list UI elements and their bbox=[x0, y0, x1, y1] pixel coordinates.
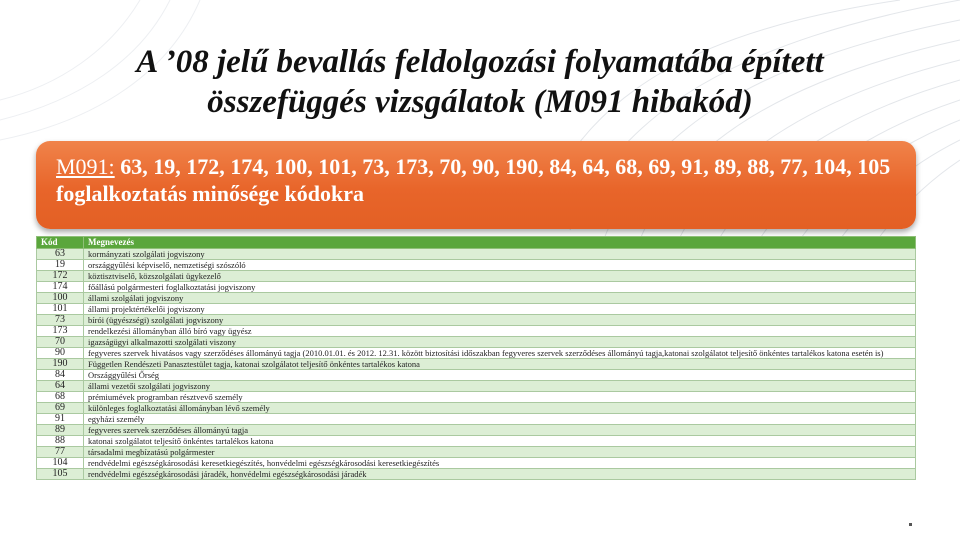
table-row bbox=[37, 403, 916, 414]
header-megnevezes: Megnevezés bbox=[84, 237, 916, 249]
table-row bbox=[37, 304, 916, 315]
cell-megnevezes: katonai szolgálatot teljesítő önkéntes tartalékos katona bbox=[84, 436, 916, 447]
slide-title bbox=[0, 42, 960, 122]
resize-handle-icon bbox=[909, 523, 912, 526]
cell-megnevezes: kormányzati szolgálati jogviszony bbox=[84, 249, 916, 260]
cell-megnevezes: fegyveres szervek hivatásos vagy szerződéses állományú tagja (2010.01.01. és 2012. 12.31. között biztosítási időszakban fegyveres szervek szerződéses állományú tagja,katonai szolgálatot teljesítő önkéntes tartalékos katona esetén is) bbox=[84, 348, 916, 359]
cell-kod: 73 bbox=[37, 315, 84, 326]
table-row bbox=[37, 447, 916, 458]
cell-kod: 88 bbox=[37, 436, 84, 447]
code-table bbox=[36, 236, 916, 480]
table-row bbox=[37, 249, 916, 260]
cell-kod: 64 bbox=[37, 381, 84, 392]
cell-megnevezes: rendvédelmi egészségkárosodási járadék, honvédelmi egészségkárosodási járadék bbox=[84, 469, 916, 480]
cell-megnevezes: rendelkezési állományban álló bíró vagy ügyész bbox=[84, 326, 916, 337]
table-row bbox=[37, 326, 916, 337]
cell-kod: 77 bbox=[37, 447, 84, 458]
table-row bbox=[37, 381, 916, 392]
cell-megnevezes: társadalmi megbízatású polgármester bbox=[84, 447, 916, 458]
table-row bbox=[37, 392, 916, 403]
table-row bbox=[37, 282, 916, 293]
cell-kod: 173 bbox=[37, 326, 84, 337]
table-row bbox=[37, 271, 916, 282]
cell-kod: 63 bbox=[37, 249, 84, 260]
code-table-container bbox=[36, 236, 916, 530]
cell-kod: 174 bbox=[37, 282, 84, 293]
table-row bbox=[37, 315, 916, 326]
cell-megnevezes: fegyveres szervek szerződéses állományú tagja bbox=[84, 425, 916, 436]
cell-kod: 104 bbox=[37, 458, 84, 469]
code-list-text: 63, 19, 172, 174, 100, 101, 73, 173, 70, 90, 190, 84, 64, 68, 69, 91, 89, 88, 77, 104, 105 foglalkoztatás minősége kódokra bbox=[56, 154, 891, 206]
cell-kod: 90 bbox=[37, 348, 84, 359]
cell-megnevezes: egyházi személy bbox=[84, 414, 916, 425]
table-row bbox=[37, 370, 916, 381]
header-kod: Kód bbox=[37, 237, 84, 249]
cell-kod: 172 bbox=[37, 271, 84, 282]
cell-megnevezes: Országgyűlési Őrség bbox=[84, 370, 916, 381]
cell-megnevezes: állami projektértékelői jogviszony bbox=[84, 304, 916, 315]
table-row bbox=[37, 348, 916, 359]
cell-kod: 70 bbox=[37, 337, 84, 348]
summary-box bbox=[36, 141, 916, 229]
cell-kod: 105 bbox=[37, 469, 84, 480]
table-row bbox=[37, 458, 916, 469]
cell-megnevezes: különleges foglalkoztatási állományban lévő személy bbox=[84, 403, 916, 414]
error-code-label: M091: bbox=[56, 154, 115, 179]
cell-megnevezes: állami szolgálati jogviszony bbox=[84, 293, 916, 304]
cell-kod: 19 bbox=[37, 260, 84, 271]
cell-megnevezes: bírói (ügyészségi) szolgálati jogviszony bbox=[84, 315, 916, 326]
cell-kod: 190 bbox=[37, 359, 84, 370]
cell-kod: 101 bbox=[37, 304, 84, 315]
table-row bbox=[37, 425, 916, 436]
table-row bbox=[37, 436, 916, 447]
cell-megnevezes: prémiumévek programban résztvevő személy bbox=[84, 392, 916, 403]
cell-megnevezes: rendvédelmi egészségkárosodási keresetkiegészítés, honvédelmi egészségkárosodási keresetkiegészítés bbox=[84, 458, 916, 469]
cell-megnevezes: állami vezetői szolgálati jogviszony bbox=[84, 381, 916, 392]
cell-kod: 91 bbox=[37, 414, 84, 425]
cell-kod: 89 bbox=[37, 425, 84, 436]
table-header-row bbox=[37, 237, 916, 249]
table-row bbox=[37, 359, 916, 370]
table-row bbox=[37, 469, 916, 480]
cell-megnevezes: köztisztviselő, közszolgálati ügykezelő bbox=[84, 271, 916, 282]
title-line-1: A ’08 jelű bevallás feldolgozási folyamatába épített bbox=[136, 44, 824, 80]
table-row bbox=[37, 260, 916, 271]
table-row bbox=[37, 414, 916, 425]
cell-kod: 68 bbox=[37, 392, 84, 403]
cell-megnevezes: Független Rendészeti Panasztestület tagja, katonai szolgálatot teljesítő önkéntes tartalékos katona bbox=[84, 359, 916, 370]
table-row bbox=[37, 337, 916, 348]
title-line-2: összefüggés vizsgálatok (M091 hibakód) bbox=[207, 84, 753, 120]
cell-kod: 100 bbox=[37, 293, 84, 304]
table-row bbox=[37, 293, 916, 304]
cell-megnevezes: főállású polgármesteri foglalkoztatási jogviszony bbox=[84, 282, 916, 293]
cell-kod: 69 bbox=[37, 403, 84, 414]
table-body bbox=[37, 249, 916, 480]
cell-kod: 84 bbox=[37, 370, 84, 381]
cell-megnevezes: országgyűlési képviselő, nemzetiségi szószóló bbox=[84, 260, 916, 271]
cell-megnevezes: igazságügyi alkalmazotti szolgálati viszony bbox=[84, 337, 916, 348]
